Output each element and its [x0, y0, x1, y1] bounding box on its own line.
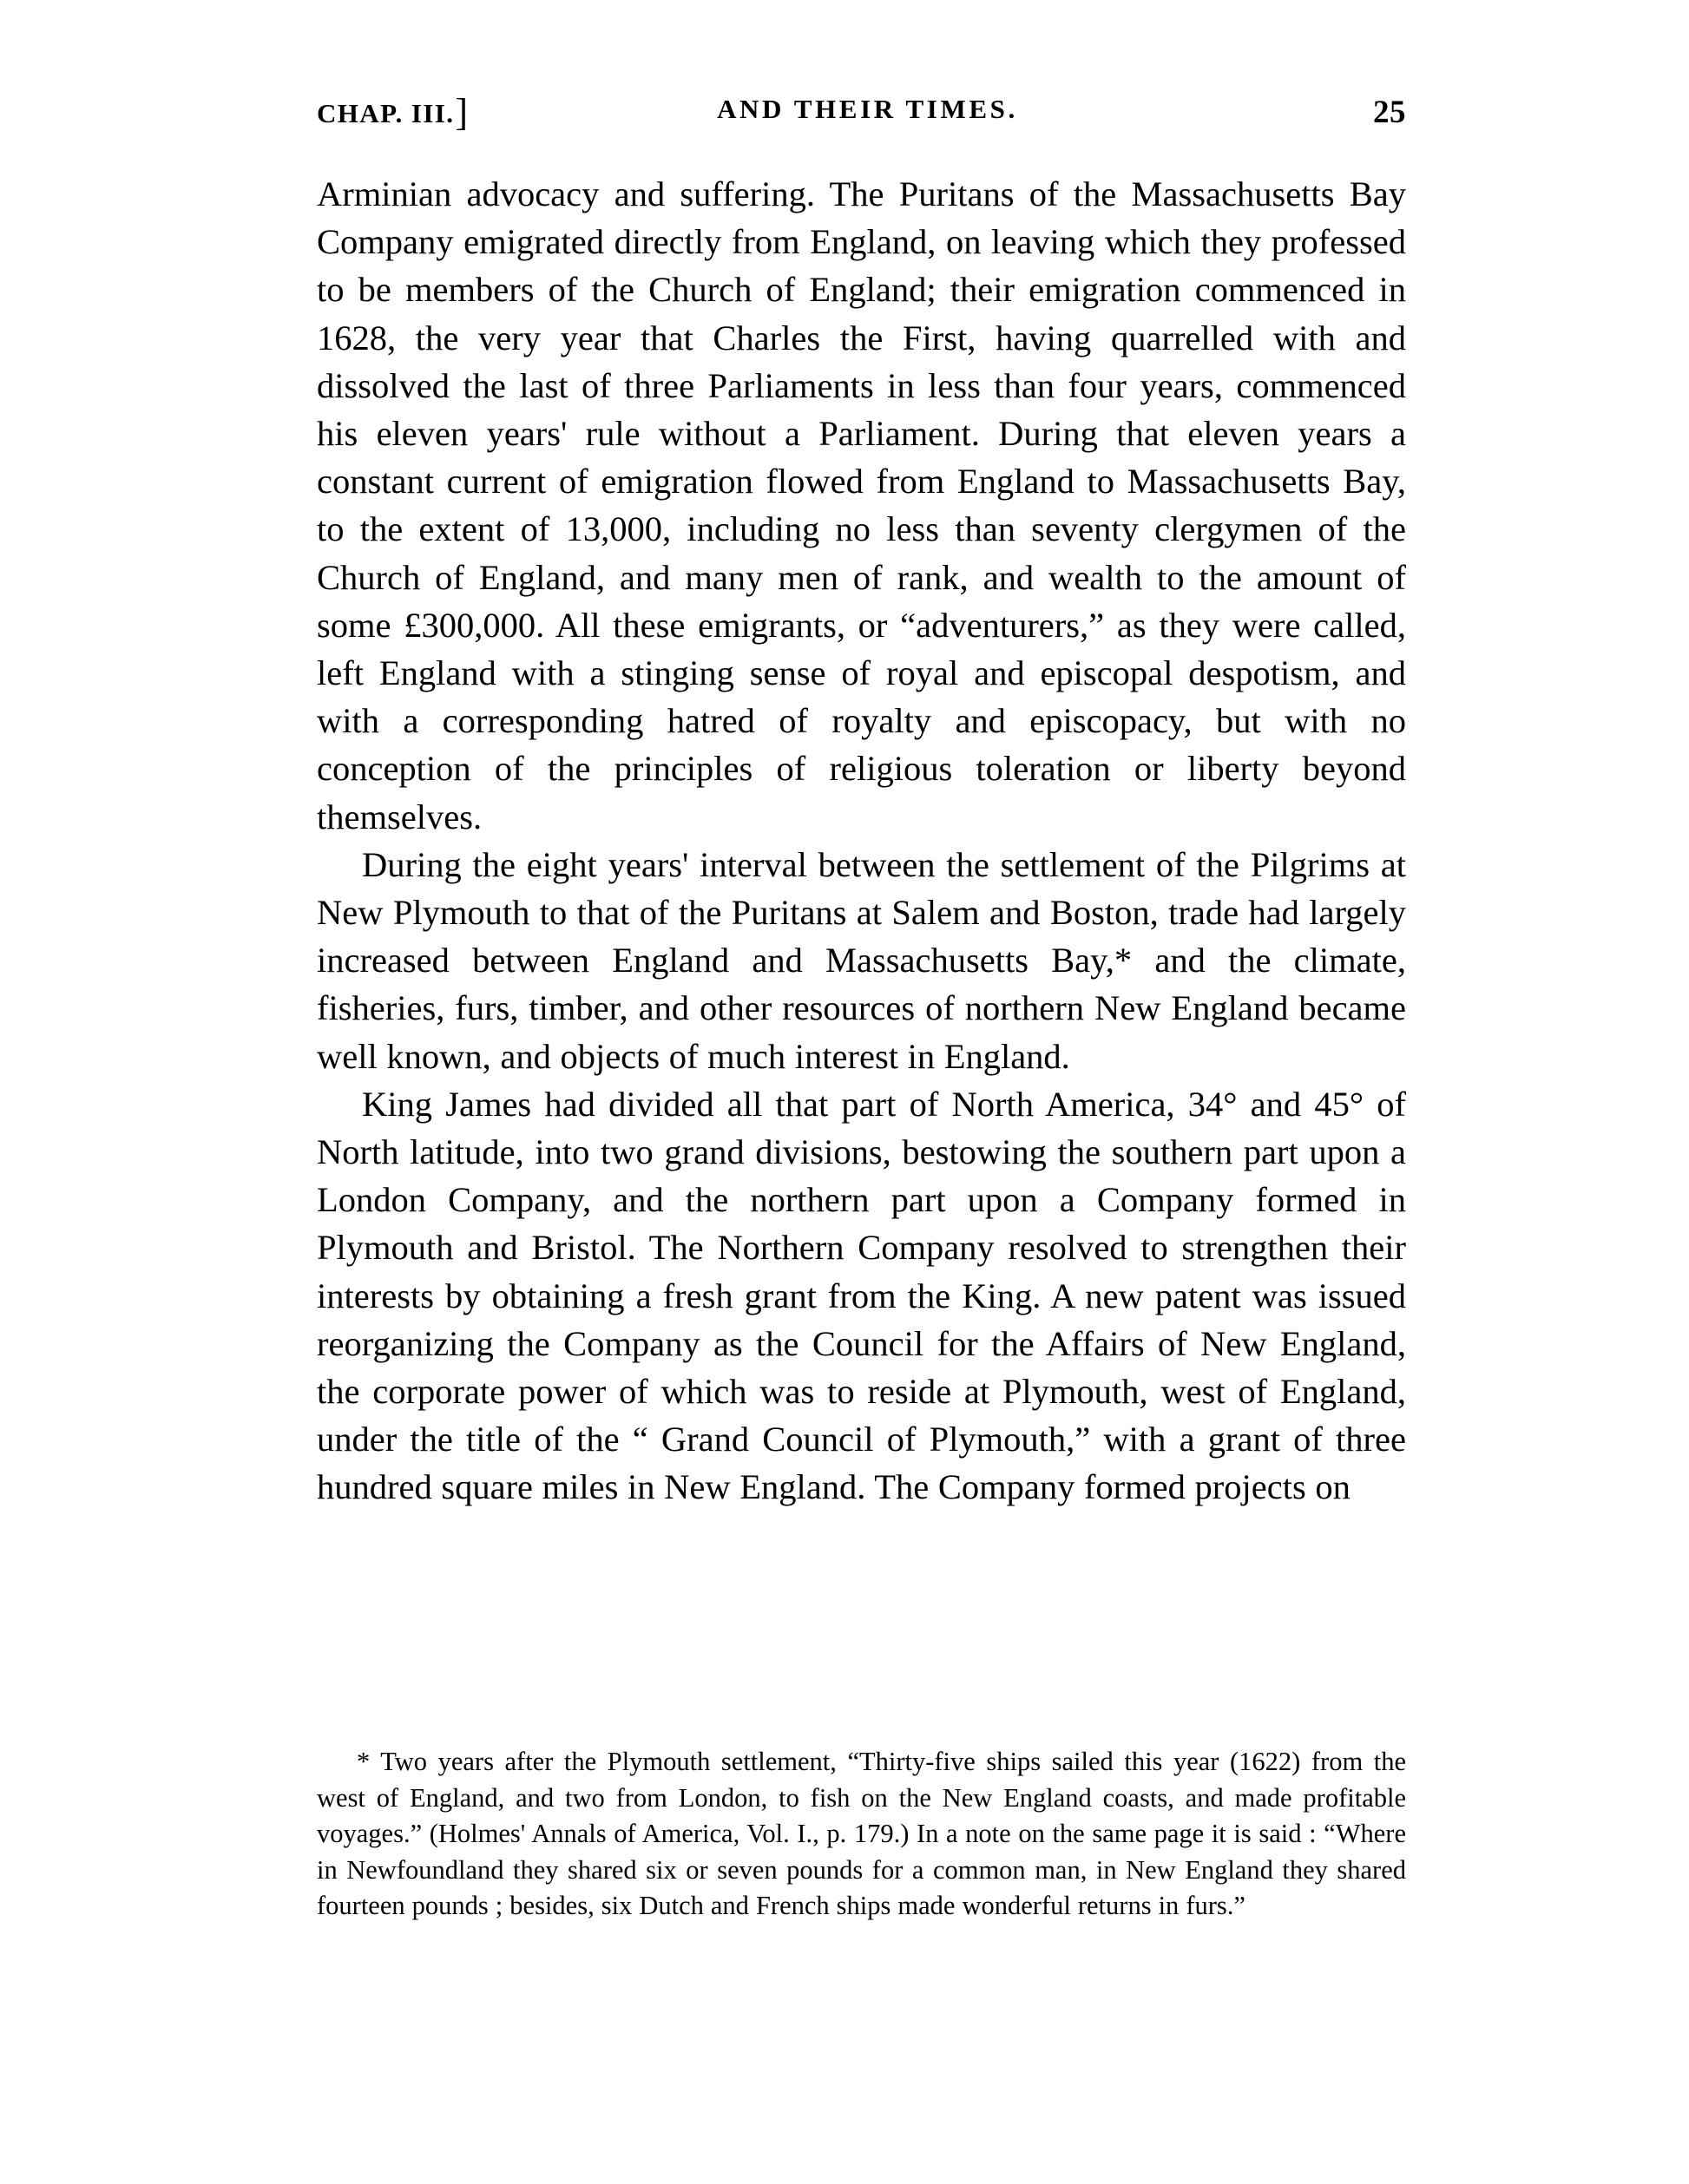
footnote-marker: *	[357, 1747, 371, 1776]
running-head-title: AND THEIR TIMES.	[717, 94, 1018, 124]
running-head	[317, 91, 1406, 148]
footnote-paragraph	[317, 1744, 1406, 1925]
chapter-label-text: CHAP. III.	[317, 98, 455, 128]
paragraph: Arminian advocacy and suffering. The Puritans of the Massachusetts Bay Company emigrated directly from England, on leaving which they professed to be members of the Church of England; their emigration commenced in 1628, the very year that Charles the First, having quarrelled with and dissolved the last of three Parliaments in less than four years, commenced his eleven years' rule without a Parliament. During that eleven years a constant current of emigration flowed from England to Massachusetts Bay, to the extent of 13,000, including no less than seventy clergymen of the Church of England, and many men of rank, and wealth to the amount of some £300,000. All these emigrants, or “adventurers,” as they were called, left England with a stinging sense of royal and episcopal despotism, and with a corresponding hatred of royalty and episcopacy, but with no conception of the principles of religious toleration or liberty beyond themselves.	[317, 174, 1406, 836]
page-number: 25	[1373, 95, 1406, 130]
body-text	[317, 170, 1406, 1512]
footnote	[317, 1744, 1406, 1925]
chapter-label	[317, 91, 470, 134]
chapter-bracket: ]	[455, 91, 470, 134]
paragraph: King James had divided all that part of North America, 34° and 45° of North latitude, into two grand divisions, bestowing the southern part upon a London Company, and the northern part upon a Company formed in Plymouth and Bristol. The Northern Company resolved to strengthen their interests by obtaining a fresh grant from the King. A new patent was issued reorganizing the Company as the Council for the Affairs of New England, the corporate power of which was to reside at Plymouth, west of England, under the title of the “ Grand Council of Plymouth,” with a grant of three hundred square miles in New England. The Company formed projects on	[317, 1084, 1406, 1507]
paragraph: During the eight years' interval between the settlement of the Pilgrims at New Plymouth to that of the Puritans at Salem and Boston, trade had largely increased between England and Massachusetts Bay,* and the climate, fisheries, furs, timber, and other resources of northern New England became well known, and objects of much interest in England.	[317, 844, 1406, 1076]
footnote-text: Two years after the Plymouth settlement, “Thirty-five ships sailed this year (1622) from the west of England, and two from London, to fish on the New England coasts, and made profitable voyages.” (Holmes' Annals of America, Vol. I., p. 179.) In a note on the same page it is said : “Where in Newfoundland they shared six or seven pounds for a common man, in New England they shared fourteen pounds ; besides, six Dutch and French ships made wonderful returns in furs.”	[317, 1747, 1406, 1920]
